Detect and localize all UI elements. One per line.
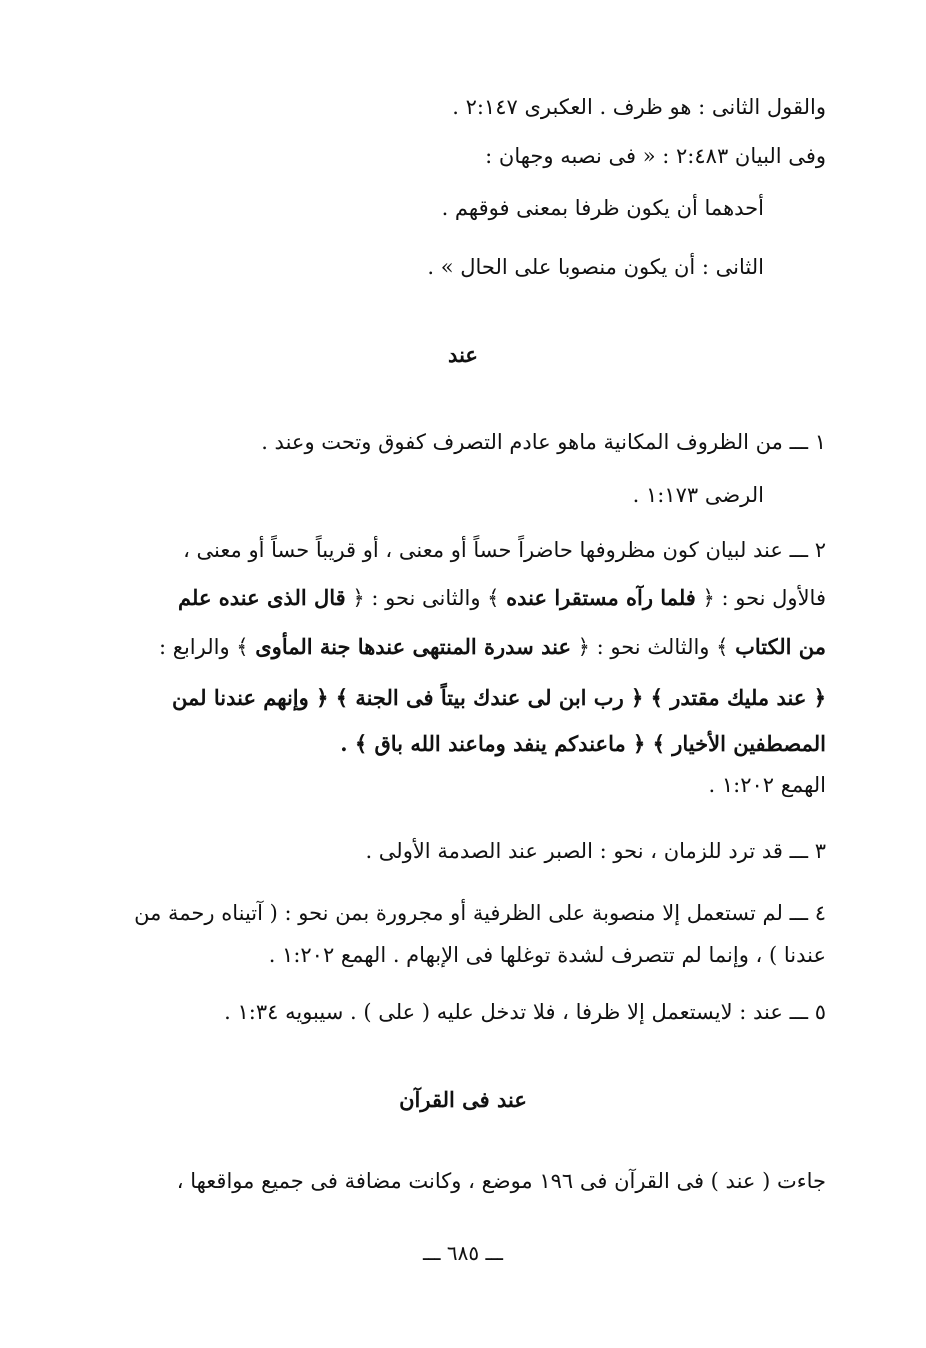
intro-line-1: والقول الثانى : هو ظرف . العكبرى ٢:١٤٧ . xyxy=(452,95,826,119)
item-2-line-6: الهمع ١:٢٠٢ . xyxy=(708,773,826,797)
item-2-line-4: ﴿ عند مليك مقتدر ﴾ ﴿ رب ابن لى عندك بيتاً فى الجنة ﴾ ﴿ وإنهم عندنا لمن xyxy=(172,685,826,710)
item-2-line-2-text-c: ﴾ والثانى نحو : ﴿ xyxy=(345,586,507,610)
item-4-line-1: ٤ ـــ لم تستعمل إلا منصوبة على الظرفية أو مجرورة بمن نحو : ( آتيناه رحمة من xyxy=(134,901,826,925)
quran-quote-falamma: فلما رآه مستقرا عنده xyxy=(506,585,696,610)
item-5-line-1: ٥ ـــ عند : لايستعمل إلا ظرفا ، فلا تدخل عليه ( على ) . سيبويه ١:٣٤ . xyxy=(224,1000,826,1024)
intro-line-2: وفى البيان ٢:٤٨٣ : « فى نصبه وجهان : xyxy=(485,144,826,168)
quran-paragraph-line-1: جاءت ( عند ) فى القرآن فى ١٩٦ موضع ، وكانت مضافة فى جميع مواقعها ، xyxy=(176,1169,826,1193)
item-1-line-2: الرضى ١:١٧٣ . xyxy=(632,483,764,507)
item-2-line-2-text-a: فالأول نحو : ﴿ xyxy=(695,586,826,610)
item-2-line-3 xyxy=(159,632,826,662)
quran-quote-sidrah: عند سدرة المنتهى عندها جنة المأوى xyxy=(255,634,571,659)
quran-quote-qala: قال الذى عنده علم xyxy=(178,585,346,610)
intro-line-4: الثانى : أن يكون منصوبا على الحال » . xyxy=(427,255,764,279)
quran-quote-min-alkitab: من الكتاب xyxy=(735,634,826,659)
item-2-line-5: المصطفين الأخيار ﴾ ﴿ ماعندكم ينفد وماعند الله باق ﴾ . xyxy=(340,731,826,756)
section-heading-ind: عند xyxy=(448,342,478,367)
intro-line-3: أحدهما أن يكون ظرفا بمعنى فوقهم . xyxy=(441,196,764,220)
section-heading-ind-in-quran: عند فى القرآن xyxy=(399,1087,527,1112)
item-2-line-1: ٢ ـــ عند لبيان كون مظروفها حاضراً حساً أو معنى ، أو قريباً حساً أو معنى ، xyxy=(183,538,826,562)
item-4-line-2: عندنا ) ، وإنما لم تتصرف لشدة توغلها فى الإبهام . الهمع ١:٢٠٢ . xyxy=(268,943,826,967)
item-2-line-2 xyxy=(178,583,826,613)
item-2-line-3-text-d: ﴾ والرابع : xyxy=(159,635,256,659)
item-2-line-3-text-b: ﴾ والثالث نحو : ﴿ xyxy=(570,635,736,659)
item-1-line-1: ١ ـــ من الظروف المكانية ماهو عادم التصرف كفوق وتحت وعند . xyxy=(261,430,826,454)
page-number: ـــ ٦٨٥ ـــ xyxy=(422,1241,504,1265)
item-3-line-1: ٣ ـــ قد ترد للزمان ، نحو : الصبر عند الصدمة الأولى . xyxy=(365,839,826,863)
